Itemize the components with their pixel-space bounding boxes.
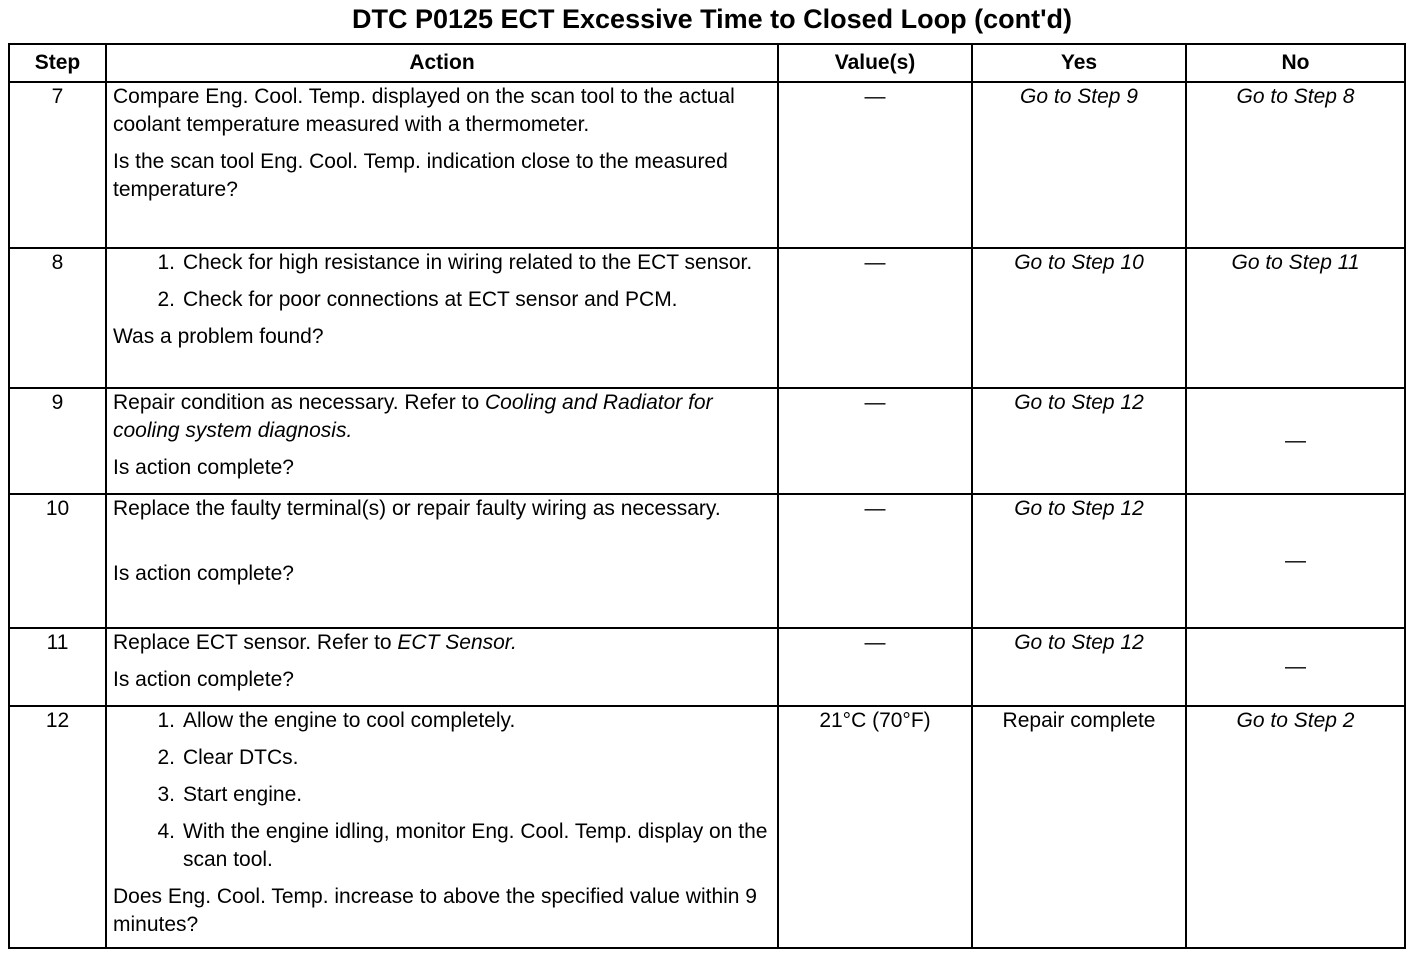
value-cell: — bbox=[778, 388, 972, 494]
step-number: 12 bbox=[9, 706, 106, 948]
action-text: Compare Eng. Cool. Temp. displayed on the scan tool to the actual coolant temperature measured with a thermometer. bbox=[113, 85, 735, 136]
action-text: Repair condition as necessary. Refer to Cooling and Radiator for cooling system diagnosis. bbox=[113, 391, 713, 442]
header-action: Action bbox=[106, 44, 778, 82]
table-row-step-12 bbox=[9, 706, 1405, 948]
action-cell bbox=[106, 82, 778, 248]
list-item: 1. Check for high resistance in wiring related to the ECT sensor. bbox=[157, 251, 753, 274]
action-text: Replace ECT sensor. Refer to ECT Sensor. bbox=[113, 631, 517, 654]
value-cell: — bbox=[778, 628, 972, 706]
step-number: 10 bbox=[9, 494, 106, 628]
reference-link-text: ECT Sensor. bbox=[397, 631, 517, 654]
value-cell: — bbox=[778, 248, 972, 388]
action-cell bbox=[106, 248, 778, 388]
list-item: 2. Check for poor connections at ECT sensor and PCM. bbox=[157, 288, 678, 311]
header-no: No bbox=[1186, 44, 1405, 82]
action-question: Does Eng. Cool. Temp. increase to above the specified value within 9 minutes? bbox=[113, 885, 757, 936]
header-values: Value(s) bbox=[778, 44, 972, 82]
action-question: Is action complete? bbox=[113, 668, 294, 691]
action-question: Is action complete? bbox=[113, 562, 294, 585]
step-number: 9 bbox=[9, 388, 106, 494]
no-cell: — bbox=[1186, 494, 1405, 628]
list-item: 3. Start engine. bbox=[157, 783, 303, 806]
table-row-step-11 bbox=[9, 628, 1405, 706]
table-row-step-10 bbox=[9, 494, 1405, 628]
header-yes: Yes bbox=[972, 44, 1186, 82]
value-cell: — bbox=[778, 494, 972, 628]
action-question: Was a problem found? bbox=[113, 325, 324, 348]
table-row-step-7 bbox=[9, 82, 1405, 248]
action-question: Is action complete? bbox=[113, 456, 294, 479]
step-number: 8 bbox=[9, 248, 106, 388]
no-cell: — bbox=[1186, 628, 1405, 706]
table-row-step-9 bbox=[9, 388, 1405, 494]
reference-link-text: Cooling and Radiator for cooling system diagnosis. bbox=[113, 391, 713, 442]
action-cell bbox=[106, 706, 778, 948]
yes-cell: Go to Step 12 bbox=[972, 628, 1186, 706]
no-cell: Go to Step 2 bbox=[1186, 706, 1405, 948]
header-row bbox=[9, 44, 1405, 82]
action-question: Is the scan tool Eng. Cool. Temp. indication close to the measured temperature? bbox=[113, 150, 728, 201]
action-cell bbox=[106, 494, 778, 628]
page-title: DTC P0125 ECT Excessive Time to Closed Loop (cont'd) bbox=[351, 4, 1073, 34]
diagnostic-table bbox=[8, 43, 1406, 949]
action-cell bbox=[106, 388, 778, 494]
list-item: 1. Allow the engine to cool completely. bbox=[157, 709, 516, 732]
yes-cell: Go to Step 12 bbox=[972, 388, 1186, 494]
yes-cell: Go to Step 10 bbox=[972, 248, 1186, 388]
no-cell: — bbox=[1186, 388, 1405, 494]
yes-cell: Go to Step 9 bbox=[972, 82, 1186, 248]
list-item: 2. Clear DTCs. bbox=[157, 746, 299, 769]
action-cell bbox=[106, 628, 778, 706]
value-cell: 21°C (70°F) bbox=[778, 706, 972, 948]
yes-cell: Go to Step 12 bbox=[972, 494, 1186, 628]
step-number: 7 bbox=[9, 82, 106, 248]
step-number: 11 bbox=[9, 628, 106, 706]
value-cell: — bbox=[778, 82, 972, 248]
no-cell: Go to Step 8 bbox=[1186, 82, 1405, 248]
list-item: 4. With the engine idling, monitor Eng. Cool. Temp. display on the scan tool. bbox=[157, 820, 768, 871]
action-text: Replace the faulty terminal(s) or repair faulty wiring as necessary. bbox=[113, 497, 721, 520]
no-cell: Go to Step 11 bbox=[1186, 248, 1405, 388]
yes-cell: Repair complete bbox=[972, 706, 1186, 948]
header-step: Step bbox=[9, 44, 106, 82]
table-row-step-8 bbox=[9, 248, 1405, 388]
